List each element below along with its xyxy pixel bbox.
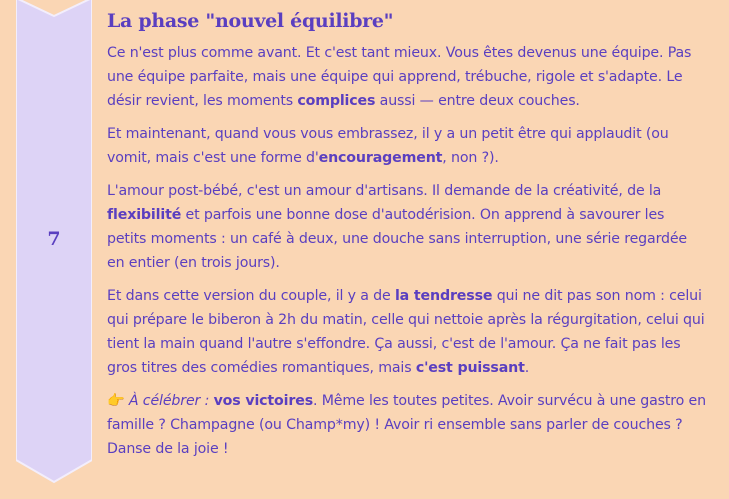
paragraph-3 (107, 179, 707, 275)
paragraph-2 (107, 122, 707, 170)
highlight-encouragement: encouragement (318, 150, 443, 166)
paragraph-2-text-a: Et maintenant, quand vous vous embrassez, il y a un petit être qui applaudit (ou vomit, mais c'est une forme d' (107, 126, 669, 166)
paragraph-4 (107, 284, 707, 380)
section-title: La phase "nouvel équilibre" (107, 10, 394, 32)
highlight-tendresse: la tendresse (394, 288, 493, 304)
paragraph-1-text-c: aussi — entre deux couches. (375, 93, 580, 109)
highlight-puissant: c'est puissant (415, 360, 525, 376)
pointing-hand-icon: 👉 (107, 393, 125, 409)
section-content (107, 10, 707, 470)
paragraph-1 (107, 41, 707, 113)
paragraph-4-text-a: Et dans cette version du couple, il y a de (107, 288, 395, 304)
celebrate-label: À célébrer : (128, 393, 210, 409)
celebrate-paragraph (107, 389, 707, 461)
paragraph-1-text-a: Ce n'est plus comme avant. Et c'est tant mieux. Vous êtes devenus une équipe. Pas une équipe parfaite, mais une équipe qui apprend, trébuche, rigole et s'adapte. Le désir revient, les moments (107, 45, 692, 109)
paragraph-3-text-a: L'amour post-bébé, c'est un amour d'artisans. Il demande de la créativité, de la (107, 183, 662, 199)
celebrate-text: . Même les toutes petites. Avoir survécu à une gastro en famille ? Champagne (ou Champ*my) ! Avoir ri ensemble sans parler de couches ? Danse de la joie ! (107, 393, 706, 457)
paragraph-3-text-c: et parfois une bonne dose d'autodérision. On apprend à savourer les petits moments : un café à deux, une douche sans interruption, une série regardée en entier (en trois jours). (107, 207, 688, 271)
step-number: 7 (47, 228, 61, 250)
highlight-victoires: vos victoires (213, 393, 313, 409)
paragraph-4-text-e: . (524, 360, 530, 376)
highlight-flexibilite: flexibilité (107, 207, 182, 223)
paragraph-4-text-c: qui ne dit pas son nom : celui qui prépare le biberon à 2h du matin, celle qui nettoie après la régurgitation, celui qui tient la main quand l'autre s'effondre. Ça aussi, c'est de l'amour. Ça ne fait pas les gros titres des comédies romantiques, mais (107, 288, 705, 376)
highlight-complices: complices (297, 93, 376, 109)
paragraph-2-text-c: , non ?). (442, 150, 499, 166)
